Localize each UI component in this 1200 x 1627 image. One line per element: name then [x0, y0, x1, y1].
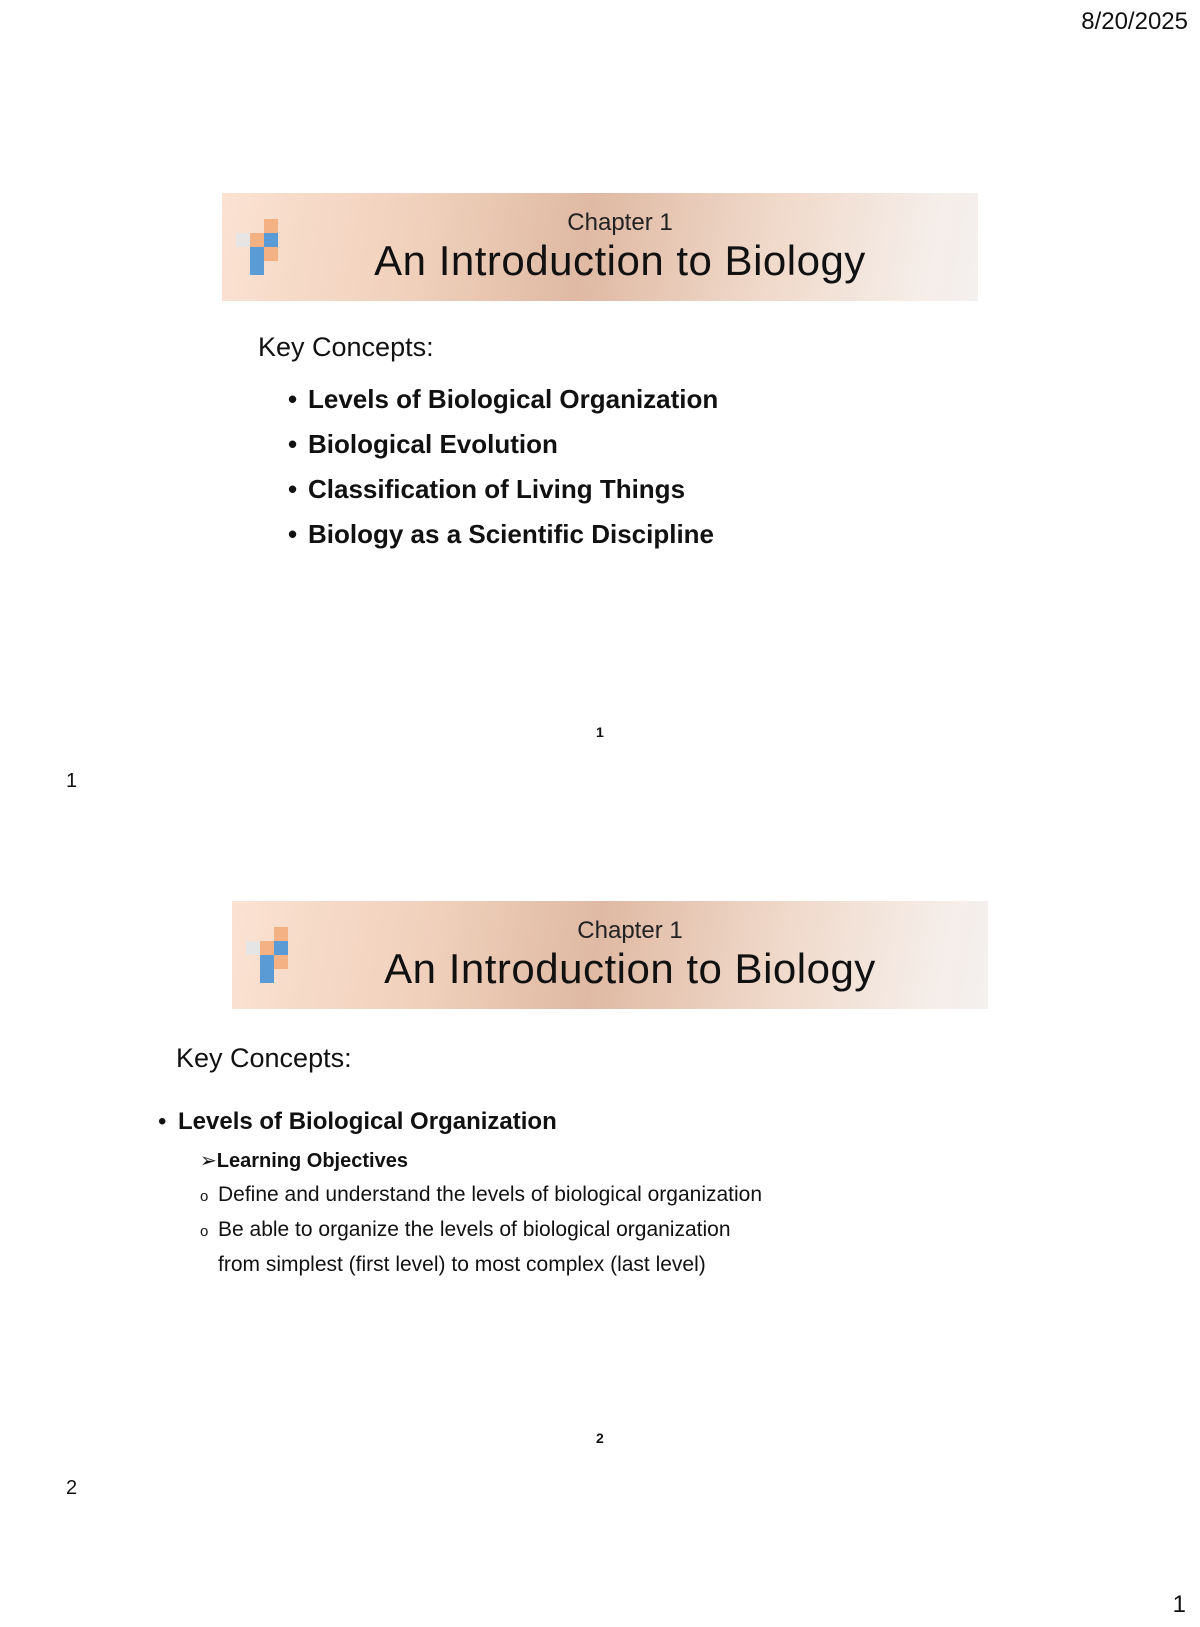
key-concepts-list [288, 377, 718, 557]
list-item: o Be able to organize the levels of biological organization [200, 1218, 731, 1241]
page-number: 1 [1172, 1591, 1186, 1618]
key-concepts-label: Key Concepts: [258, 332, 434, 362]
bullet-icon: • [158, 1108, 167, 1135]
slide-title: An Introduction to Biology [374, 237, 866, 284]
arrowhead-bullet-icon: ➢ [200, 1150, 217, 1172]
main-bullet: • Levels of Biological Organization [158, 1108, 557, 1135]
print-date: 8/20/2025 [1081, 8, 1188, 35]
list-item: • Levels of Biological Organization [288, 384, 719, 414]
list-item-continuation: from simplest (first level) to most complex (last level) [218, 1253, 706, 1276]
circle-bullet-icon: o [200, 1188, 209, 1205]
handout-slide-number: 2 [66, 1477, 78, 1499]
slide-banner [222, 193, 978, 301]
chapter-label: Chapter 1 [577, 917, 683, 944]
slide-banner [232, 901, 988, 1009]
handout-slide-number: 1 [66, 770, 78, 792]
list-item: • Biology as a Scientific Discipline [288, 519, 715, 549]
list-item: o Define and understand the levels of biological organization [200, 1183, 763, 1206]
list-item: • Classification of Living Things [288, 474, 686, 504]
sub-heading: ➢Learning Objectives [200, 1150, 408, 1172]
circle-bullet-icon: o [200, 1223, 209, 1240]
chapter-label: Chapter 1 [567, 209, 673, 236]
slide-title: An Introduction to Biology [384, 945, 876, 992]
slide-number: 2 [596, 1430, 604, 1446]
slide-number: 1 [596, 724, 604, 740]
key-concepts-label: Key Concepts: [176, 1043, 352, 1073]
list-item: • Biological Evolution [288, 429, 558, 459]
